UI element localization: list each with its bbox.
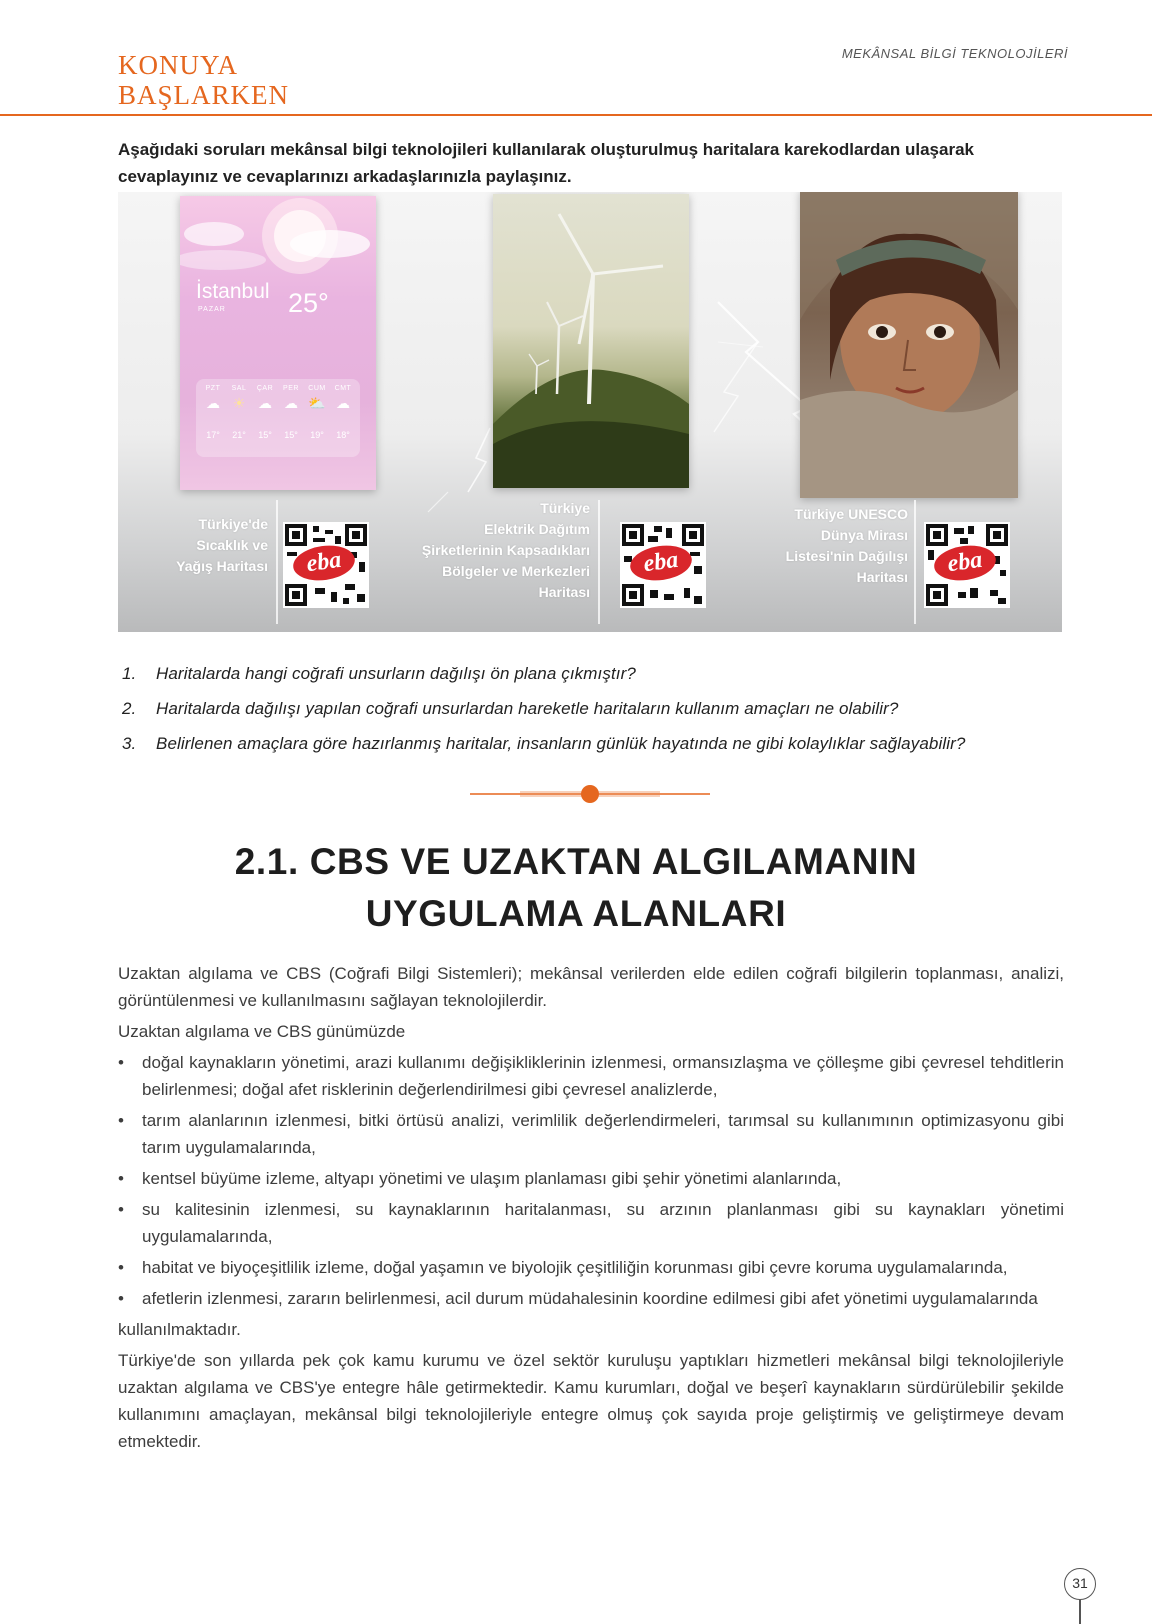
section-title-line-1: 2.1. CBS VE UZAKTAN ALGILAMANIN — [234, 841, 918, 882]
qr-caption-unesco-map — [718, 504, 908, 588]
section-title — [116, 836, 1036, 940]
list-item: • habitat ve biyoçeşitlilik izleme, doğal yaşamın ve biyolojik çeşitliliğin korunması gibi çevre koruma uygulamalarında, — [118, 1254, 1064, 1281]
caption-line: Şirketlerinin Kapsadıkları — [421, 542, 590, 558]
sun-cloud-icon: ⛅ — [308, 395, 326, 411]
forecast-temp: 19° — [310, 430, 324, 440]
wind-turbine-illustration — [493, 194, 689, 488]
caption-line: Türkiye — [540, 500, 590, 516]
rain-cloud-icon: ☁ — [336, 395, 350, 411]
map-banner — [118, 192, 1062, 632]
section-kicker — [118, 50, 289, 110]
mosaic-illustration — [800, 192, 1018, 498]
forecast-temp: 21° — [232, 430, 246, 440]
question-item — [122, 726, 1082, 761]
page-number: 31 — [1064, 1568, 1096, 1600]
section-title-line-2: UYGULAMA ALANLARI — [365, 893, 787, 934]
qr-caption-temperature-map — [122, 514, 268, 577]
forecast-panel — [196, 379, 360, 457]
qr-code-unesco-map[interactable] — [924, 522, 1010, 608]
page-number-line — [1079, 1600, 1081, 1624]
caption-line: Haritası — [538, 584, 590, 600]
body-text — [118, 960, 1064, 1455]
weather-app-photo — [180, 196, 376, 490]
forecast-day-label: PZT — [205, 385, 221, 392]
weather-day: PAZAR — [198, 306, 226, 313]
question-text: Belirlenen amaçlara göre hazırlanmış haritalar, insanların günlük hayatında ne gibi kolaylıklar sağlayabilir? — [156, 734, 966, 753]
weather-city: İstanbul — [196, 280, 270, 303]
forecast-day — [252, 385, 278, 440]
list-item: • afetlerin izlenmesi, zararın belirlenmesi, acil durum müdahalesinin koordine edilmesi gibi afet yönetimi uygulamalarında — [118, 1285, 1064, 1312]
rain-cloud-icon: ☁ — [258, 395, 272, 411]
eba-logo: eba — [932, 542, 998, 584]
header-divider — [0, 114, 1152, 116]
forecast-day-label: CMT — [334, 385, 352, 392]
caption-line: Haritası — [856, 569, 908, 585]
application-list — [118, 1049, 1064, 1312]
eba-logo: eba — [628, 542, 694, 584]
running-head: MEKÂNSAL BİLGİ TEKNOLOJİLERİ — [841, 46, 1068, 61]
forecast-temp: 15° — [284, 430, 298, 440]
section-ornament — [470, 782, 710, 806]
wind-turbine-photo — [493, 194, 689, 488]
weather-temperature: 25° — [288, 288, 329, 318]
rain-cloud-icon: ☁ — [206, 395, 220, 411]
caption-line: Elektrik Dağıtım — [484, 521, 590, 537]
caption-line: Yağış Haritası — [176, 558, 268, 574]
forecast-day-label: ÇAR — [256, 385, 274, 392]
forecast-temp: 15° — [258, 430, 272, 440]
rain-cloud-icon: ☁ — [284, 395, 298, 411]
body-paragraph: Uzaktan algılama ve CBS (Coğrafi Bilgi Sistemleri); mekânsal verilerden elde edilen coğrafi bilgilerin toplanması, analizi, görüntülenmesi ve kullanılmasını sağlayan teknolojilerdir. — [118, 964, 1064, 1010]
question-text: Haritalarda dağılışı yapılan coğrafi unsurlardan hareketle haritaların kullanım amaçları ne olabilir? — [156, 699, 899, 718]
caption-divider — [914, 500, 916, 624]
forecast-day-label: SAL — [231, 385, 247, 392]
forecast-day — [304, 385, 330, 440]
caption-line: Türkiye UNESCO — [794, 506, 908, 522]
caption-divider — [276, 500, 278, 624]
question-text: Haritalarda hangi coğrafi unsurların dağılışı ön plana çıkmıştır? — [156, 664, 636, 683]
list-item: • su kalitesinin izlenmesi, su kaynaklarının haritalanması, su arzının planlanması gibi su kaynakları yönetimi uygulamalarında, — [118, 1196, 1064, 1250]
body-paragraph: Uzaktan algılama ve CBS günümüzde — [118, 1022, 406, 1041]
sun-icon: ☀ — [232, 395, 246, 411]
forecast-day — [200, 385, 226, 440]
body-paragraph: kullanılmaktadır. — [118, 1320, 241, 1339]
list-item: • doğal kaynakların yönetimi, arazi kullanımı değişikliklerinin izlenmesi, ormansızlaşma ve çölleşme gibi çevresel tehditlerin belirlenmesi; doğal afet risklerinin değerlendirilmesi gibi çevresel analizlerde, — [118, 1049, 1064, 1103]
forecast-day-label: CUM — [308, 385, 326, 392]
forecast-day — [226, 385, 252, 440]
forecast-day — [330, 385, 356, 440]
question-item — [122, 656, 1082, 691]
forecast-temp: 17° — [206, 430, 220, 440]
caption-line: Listesi'nin Dağılışı — [785, 548, 908, 564]
caption-line: Türkiye'de — [198, 516, 268, 532]
eba-logo: eba — [291, 542, 357, 584]
question-number: 2. — [122, 699, 137, 718]
forecast-temp: 18° — [336, 430, 350, 440]
qr-caption-electricity-map — [350, 498, 590, 603]
caption-line: Sıcaklık ve — [196, 537, 268, 553]
qr-code-electricity-map[interactable] — [620, 522, 706, 608]
kicker-line-2: BAŞLARKEN — [118, 80, 290, 110]
intro-instructions: Aşağıdaki soruları mekânsal bilgi teknolojileri kullanılarak oluşturulmuş haritalara karekodlardan ulaşarak cevaplayınız ve cevaplarınızı arkadaşlarınızla paylaşınız. — [118, 140, 974, 186]
caption-line: Dünya Mirası — [820, 527, 908, 543]
zeugma-mosaic-photo — [800, 192, 1018, 498]
caption-divider — [598, 500, 600, 624]
forecast-day — [278, 385, 304, 440]
caption-line: Bölgeler ve Merkezleri — [442, 563, 590, 579]
forecast-day-label: PER — [283, 385, 299, 392]
kicker-line-1: KONUYA — [118, 50, 238, 80]
list-item: • kentsel büyüme izleme, altyapı yönetimi ve ulaşım planlaması gibi şehir yönetimi alanlarında, — [118, 1165, 1064, 1192]
list-item: • tarım alanlarının izlenmesi, bitki örtüsü analizi, verimlilik değerlendirmeleri, tarımsal su kullanımının optimizasyonu gibi tarım uygulamalarında, — [118, 1107, 1064, 1161]
question-number: 1. — [122, 664, 137, 683]
question-number: 3. — [122, 734, 137, 753]
body-paragraph: Türkiye'de son yıllarda pek çok kamu kurumu ve özel sektör kuruluşu yaptıkları hizmetleri mekânsal bilgi teknolojileriyle uzaktan algılama ve CBS'ye entegre hâle getirmektedir. Kamu kurumları, doğal ve beşerî kaynakların sürdürülebilir şekilde kullanımını amaçlayan, mekânsal bilgi teknolojileriyle entegre olmuş çok sayıda proje geliştirmiş ve geliştirmeye devam etmektedir. — [118, 1351, 1064, 1451]
question-item — [122, 691, 1082, 726]
question-list — [122, 656, 1082, 761]
